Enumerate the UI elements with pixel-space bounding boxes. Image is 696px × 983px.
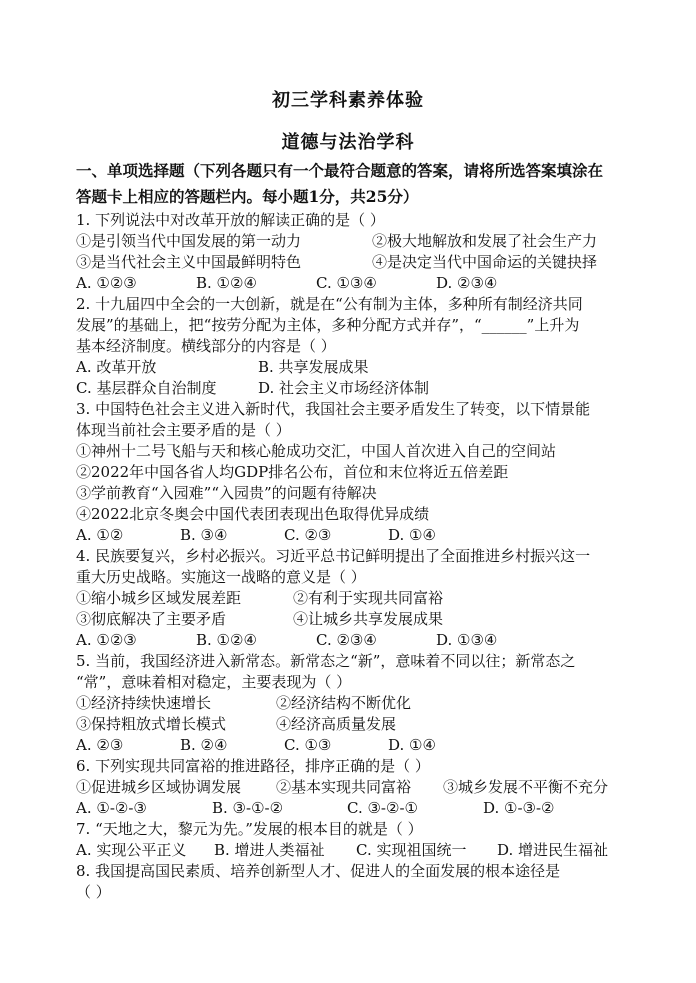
q3-option-d: D. ①④ — [388, 526, 436, 544]
q5-option-c: C. ①③ — [284, 736, 332, 754]
q6-statement-3: ③城乡发展不平衡不充分 — [443, 778, 609, 796]
q2-stem-line-3: 基本经济制度。横线部分的内容是（ ） — [76, 337, 336, 355]
q6-option-a: A. ①-②-③ — [76, 799, 147, 817]
q7-option-b: B. 增进人类福祉 — [214, 841, 325, 859]
q5-option-b: B. ②④ — [180, 736, 228, 754]
q3-stem-line-2: 体现当前社会主要矛盾的是（ ） — [76, 421, 291, 439]
q6-stem: 6. 下列实现共同富裕的推进路径，排序正确的是（ ） — [76, 757, 430, 775]
q3-stem-line-1: 3. 中国特色社会主义进入新时代，我国社会主要矛盾发生了转变，以下情景能 — [76, 400, 591, 418]
q7-option-c: C. 实现祖国统一 — [356, 841, 467, 859]
exam-title: 初三学科素养体验 — [272, 90, 424, 111]
q3-statement-4: ④2022北京冬奥会中国代表团表现出色取得优异成绩 — [76, 505, 430, 523]
q4-option-d: D. ①③④ — [436, 631, 498, 649]
q1-statement-2: ②极大地解放和发展了社会生产力 — [372, 232, 598, 250]
q6-statement-1: ①促进城乡区域协调发展 — [76, 778, 242, 796]
q6-option-c: C. ③-②-① — [347, 799, 418, 817]
q4-statement-2: ②有利于实现共同富裕 — [293, 589, 444, 607]
q5-stem-line-1: 5. 当前，我国经济进入新常态。新常态之“新”，意味着不同以往；新常态之 — [76, 652, 576, 670]
q3-option-c: C. ②③ — [284, 526, 332, 544]
q4-option-a: A. ①②③ — [76, 631, 137, 649]
q1-option-b: B. ①②④ — [196, 274, 257, 292]
q4-statement-1: ①缩小城乡区域发展差距 — [76, 589, 242, 607]
q1-option-a: A. ①②③ — [76, 274, 137, 292]
section-heading-line-1: 一、单项选择题（下列各题只有一个最符合题意的答案，请将所选答案填涂在 — [76, 161, 604, 180]
q6-statement-2: ②基本实现共同富裕 — [276, 778, 412, 796]
section-heading-line-2: 答题卡上相应的答题栏内。每小题1分，共25分） — [76, 187, 419, 206]
q4-statement-4: ④让城乡共享发展成果 — [293, 610, 444, 628]
q1-statement-3: ③是当代社会主义中国最鲜明特色 — [76, 253, 302, 271]
q1-option-d: D. ②③④ — [436, 274, 498, 292]
q6-option-b: B. ③-①-② — [212, 799, 284, 817]
q5-statement-3: ③保持粗放式增长模式 — [76, 715, 227, 733]
q8-stem-line-1: 8. 我国提高国民素质、培养创新型人才、促进人的全面发展的根本途径是 — [76, 862, 561, 880]
q2-option-a: A. 改革开放 — [76, 358, 157, 376]
q5-statement-1: ①经济持续快速增长 — [76, 694, 212, 712]
q4-stem-line-2: 重大历史战略。实施这一战略的意义是（ ） — [76, 568, 366, 586]
q2-option-d: D. 社会主义市场经济体制 — [258, 379, 430, 397]
q5-statement-2: ②经济结构不断优化 — [276, 694, 412, 712]
q1-statement-1: ①是引领当代中国发展的第一动力 — [76, 232, 302, 250]
q4-option-c: C. ②③④ — [316, 631, 377, 649]
q3-option-a: A. ①② — [76, 526, 124, 544]
q5-statement-4: ④经济高质量发展 — [276, 715, 397, 733]
q2-option-c: C. 基层群众自治制度 — [76, 379, 217, 397]
q5-option-d: D. ①④ — [388, 736, 436, 754]
q8-stem-line-2: （ ） — [76, 883, 111, 901]
q2-stem-line-2: 发展”的基础上，把“按劳分配为主体，多种分配方式并存”，“______”上升为 — [76, 316, 580, 334]
exam-subtitle: 道德与法治学科 — [281, 132, 415, 153]
q5-stem-line-2: “常”，意味着相对稳定，主要表现为（ ） — [76, 673, 352, 691]
q5-option-a: A. ②③ — [76, 736, 124, 754]
q1-option-c: C. ①③④ — [316, 274, 377, 292]
q7-option-d: D. 增进民生福祉 — [497, 841, 609, 859]
q1-statement-4: ④是决定当代中国命运的关键抉择 — [372, 253, 598, 271]
q7-option-a: A. 实现公平正义 — [76, 841, 187, 859]
q3-statement-3: ③学前教育“入园难”“入园贵”的问题有待解决 — [76, 484, 377, 502]
q2-stem-line-1: 2. 十九届四中全会的一大创新，就是在“公有制为主体，多种所有制经济共同 — [76, 295, 583, 313]
q2-option-b: B. 共享发展成果 — [258, 358, 369, 376]
q7-stem: 7. “天地之大，黎元为先。”发展的根本目的就是（ ） — [76, 820, 423, 838]
q4-stem-line-1: 4. 民族要复兴，乡村必振兴。习近平总书记鲜明提出了全面推进乡村振兴这一 — [76, 547, 591, 565]
q6-option-d: D. ①-③-② — [483, 799, 555, 817]
q3-statement-2: ②2022年中国各省人均GDP排名公布，首位和末位将近五倍差距 — [76, 463, 509, 481]
q4-statement-3: ③彻底解决了主要矛盾 — [76, 610, 227, 628]
q3-statement-1: ①神州十二号飞船与天和核心舱成功交汇，中国人首次进入自己的空间站 — [76, 442, 557, 460]
q1-stem: 1. 下列说法中对改革开放的解读正确的是（ ） — [76, 211, 385, 229]
q4-option-b: B. ①②④ — [196, 631, 257, 649]
q3-option-b: B. ③④ — [180, 526, 228, 544]
